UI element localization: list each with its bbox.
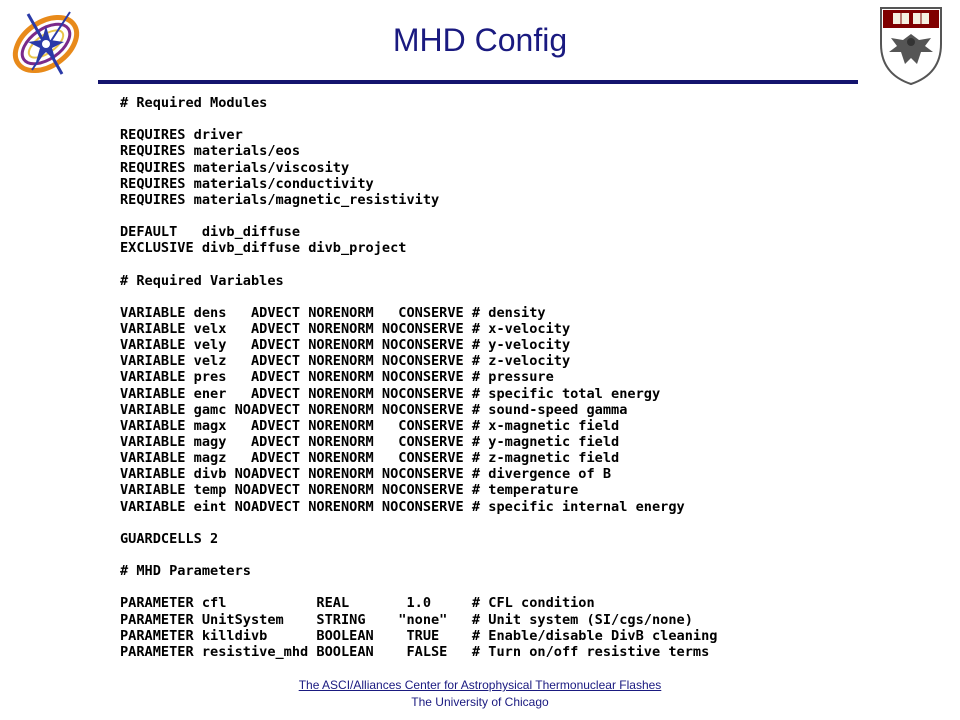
code-line: VARIABLE velz ADVECT NORENORM NOCONSERVE # z-velocity xyxy=(120,353,571,370)
code-line: DEFAULT divb_diffuse xyxy=(120,224,301,241)
code-line: VARIABLE divb NOADVECT NORENORM NOCONSERVE # divergence of B xyxy=(120,466,612,483)
code-line: # Required Variables xyxy=(120,272,284,289)
code-line: VARIABLE velx ADVECT NORENORM NOCONSERVE # x-velocity xyxy=(120,320,571,337)
code-line xyxy=(120,256,717,272)
code-line: GUARDCELLS 2 xyxy=(120,530,219,547)
code-line xyxy=(120,579,717,595)
code-line: VARIABLE magz ADVECT NORENORM CONSERVE # z-magnetic field xyxy=(120,450,620,467)
code-line: VARIABLE ener ADVECT NORENORM NOCONSERVE # specific total energy xyxy=(120,385,661,402)
config-code-listing xyxy=(120,95,717,660)
code-line: VARIABLE magx ADVECT NORENORM CONSERVE # x-magnetic field xyxy=(120,417,620,434)
code-line xyxy=(120,289,717,305)
code-line: VARIABLE temp NOADVECT NORENORM NOCONSERVE # temperature xyxy=(120,482,579,499)
code-line: REQUIRES driver xyxy=(120,127,243,144)
code-line: REQUIRES materials/magnetic_resistivity xyxy=(120,191,440,208)
code-line: VARIABLE magy ADVECT NORENORM CONSERVE # y-magnetic field xyxy=(120,433,620,450)
code-line: VARIABLE eint NOADVECT NORENORM NOCONSERVE # specific internal energy xyxy=(120,498,685,515)
footer-university-name: The University of Chicago xyxy=(411,695,549,709)
code-line: REQUIRES materials/conductivity xyxy=(120,175,374,192)
code-line xyxy=(120,208,717,224)
title-divider xyxy=(98,80,858,84)
slide-title: MHD Config xyxy=(392,22,568,58)
code-line: PARAMETER killdivb BOOLEAN TRUE # Enable/disable DivB cleaning xyxy=(120,627,718,644)
code-line: PARAMETER cfl REAL 1.0 # CFL condition xyxy=(120,595,595,612)
code-line: PARAMETER resistive_mhd BOOLEAN FALSE # Turn on/off resistive terms xyxy=(120,643,710,660)
code-line: EXCLUSIVE divb_diffuse divb_project xyxy=(120,240,407,257)
code-line: REQUIRES materials/viscosity xyxy=(120,159,350,176)
code-line xyxy=(120,111,717,127)
code-line xyxy=(120,515,717,531)
code-line: # MHD Parameters xyxy=(120,563,251,580)
code-line xyxy=(120,547,717,563)
code-line: VARIABLE vely ADVECT NORENORM NOCONSERVE # y-velocity xyxy=(120,337,571,354)
code-line: VARIABLE dens ADVECT NORENORM CONSERVE # density xyxy=(120,304,546,321)
code-line: VARIABLE pres ADVECT NORENORM NOCONSERVE # pressure xyxy=(120,369,554,386)
code-line: REQUIRES materials/eos xyxy=(120,143,301,160)
code-line: PARAMETER UnitSystem STRING "none" # Unit system (SI/cgs/none) xyxy=(120,611,693,628)
footer-center-link[interactable]: The ASCI/Alliances Center for Astrophysical Thermonuclear Flashes xyxy=(298,678,662,692)
code-line: # Required Modules xyxy=(120,95,268,111)
code-line: VARIABLE gamc NOADVECT NORENORM NOCONSERVE # sound-speed gamma xyxy=(120,401,628,418)
